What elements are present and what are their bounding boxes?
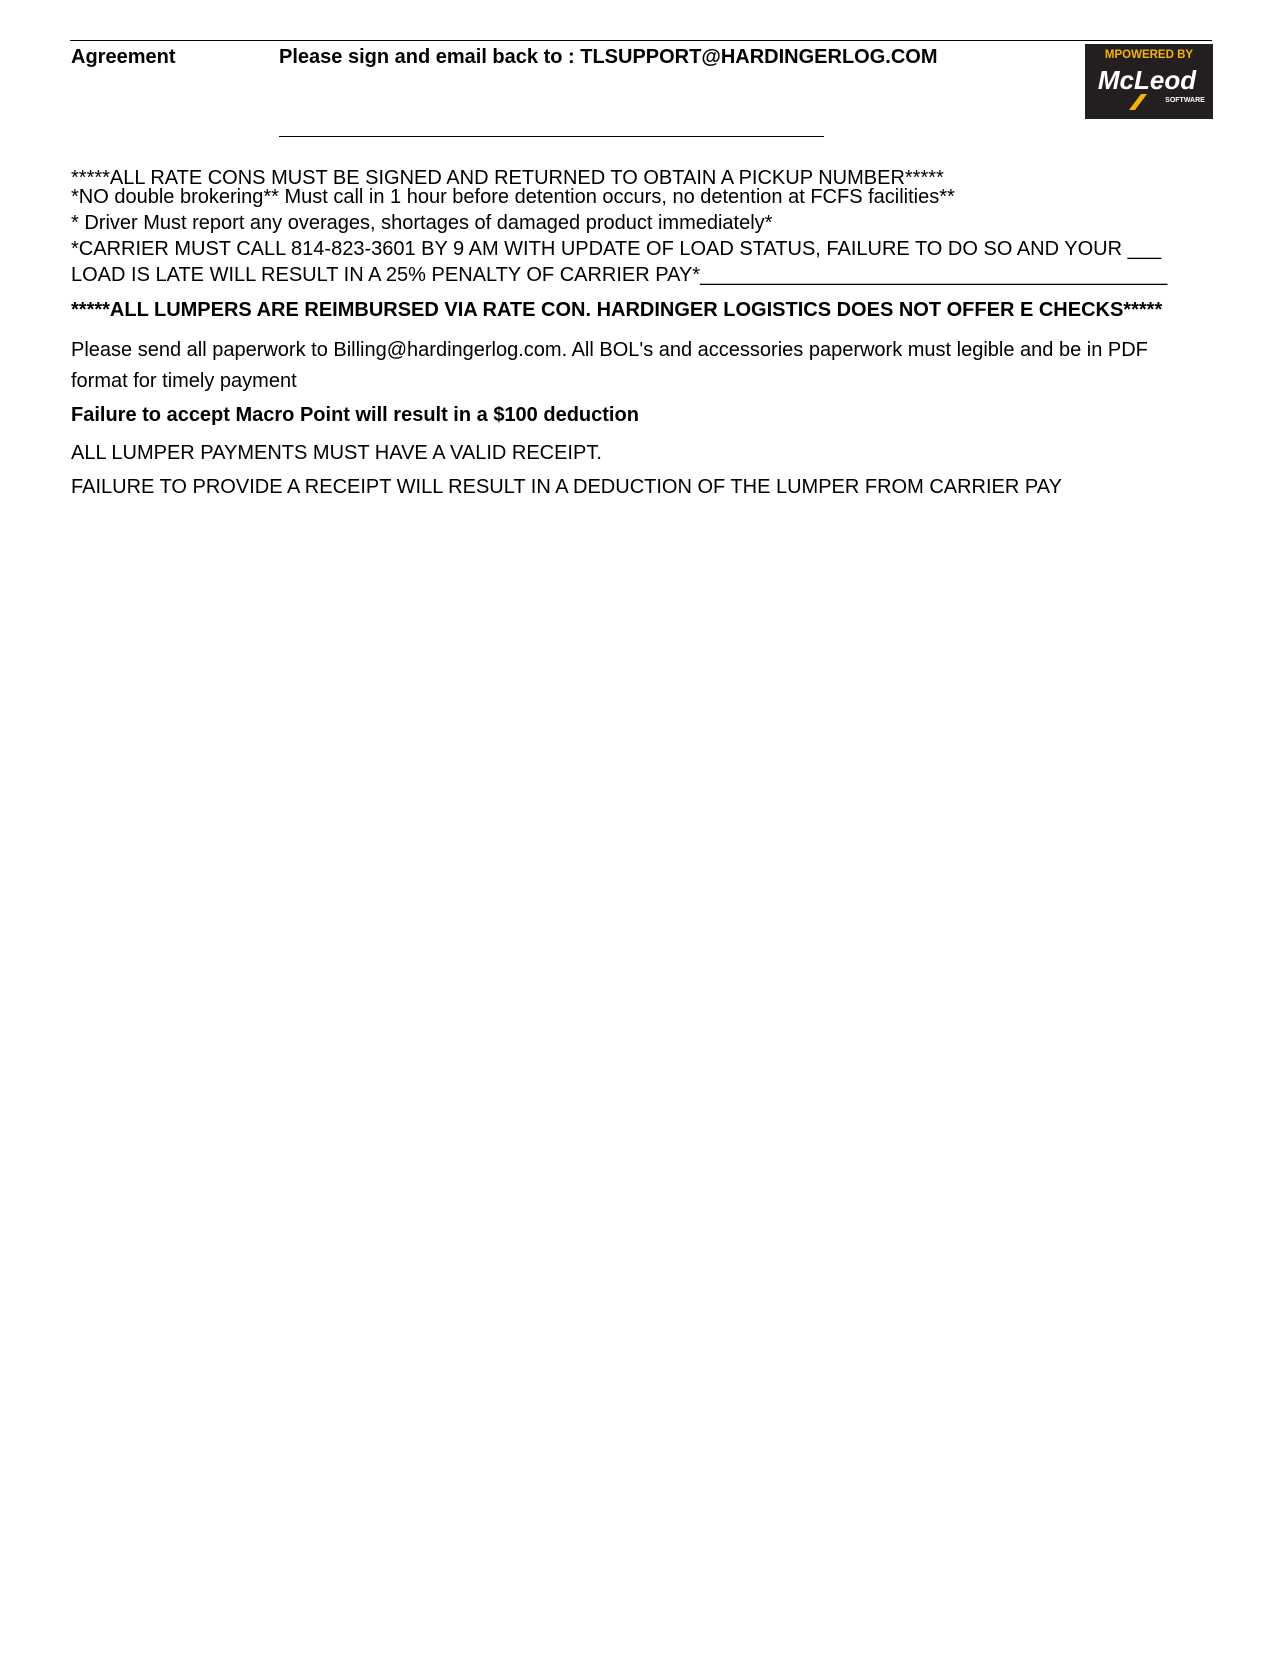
terms-line-late-penalty: LOAD IS LATE WILL RESULT IN A 25% PENALTY OF CARRIER PAY*__________________________________________ xyxy=(71,264,1168,286)
terms-line-receipt-deduction: FAILURE TO PROVIDE A RECEIPT WILL RESULT IN A DEDUCTION OF THE LUMPER FROM CARRIER PAY xyxy=(71,476,1062,498)
agreement-label: Agreement xyxy=(71,46,176,68)
logo-brand: McLeod xyxy=(1097,65,1197,95)
terms-line-driver-report: * Driver Must report any overages, shortages of damaged product immediately* xyxy=(71,212,773,234)
signature-line xyxy=(279,136,824,137)
terms-line-carrier-call: *CARRIER MUST CALL 814-823-3601 BY 9 AM WITH UPDATE OF LOAD STATUS, FAILURE TO DO SO AND YOUR ___ xyxy=(71,238,1161,260)
terms-line-lumper-receipt: ALL LUMPER PAYMENTS MUST HAVE A VALID RECEIPT. xyxy=(71,442,602,464)
terms-line-double-brokering: *NO double brokering** Must call in 1 hour before detention occurs, no detention at FCFS facilities** xyxy=(71,186,955,208)
terms-line-macro-point: Failure to accept Macro Point will result in a $100 deduction xyxy=(71,404,639,426)
terms-line-lumpers-reimbursed: *****ALL LUMPERS ARE REIMBURSED VIA RATE CON. HARDINGER LOGISTICS DOES NOT OFFER E CHECKS***** xyxy=(71,299,1163,321)
logo-top-text: MPOWERED BY xyxy=(1104,49,1194,61)
logo-swoosh xyxy=(1129,94,1147,110)
terms-line-paperwork: Please send all paperwork to Billing@hardingerlog.com. All BOL's and accessories paperwork must legible and be in PDF xyxy=(71,339,1148,361)
top-divider xyxy=(70,40,1212,41)
terms-line-rate-cons: *****ALL RATE CONS MUST BE SIGNED AND RETURNED TO OBTAIN A PICKUP NUMBER***** xyxy=(71,167,944,189)
terms-line-paperwork-cont: format for timely payment xyxy=(71,370,297,392)
logo-sub-text: SOFTWARE xyxy=(1165,97,1205,104)
mcleod-logo xyxy=(1085,44,1213,119)
sign-instruction: Please sign and email back to : TLSUPPORT@HARDINGERLOG.COM xyxy=(279,46,938,68)
